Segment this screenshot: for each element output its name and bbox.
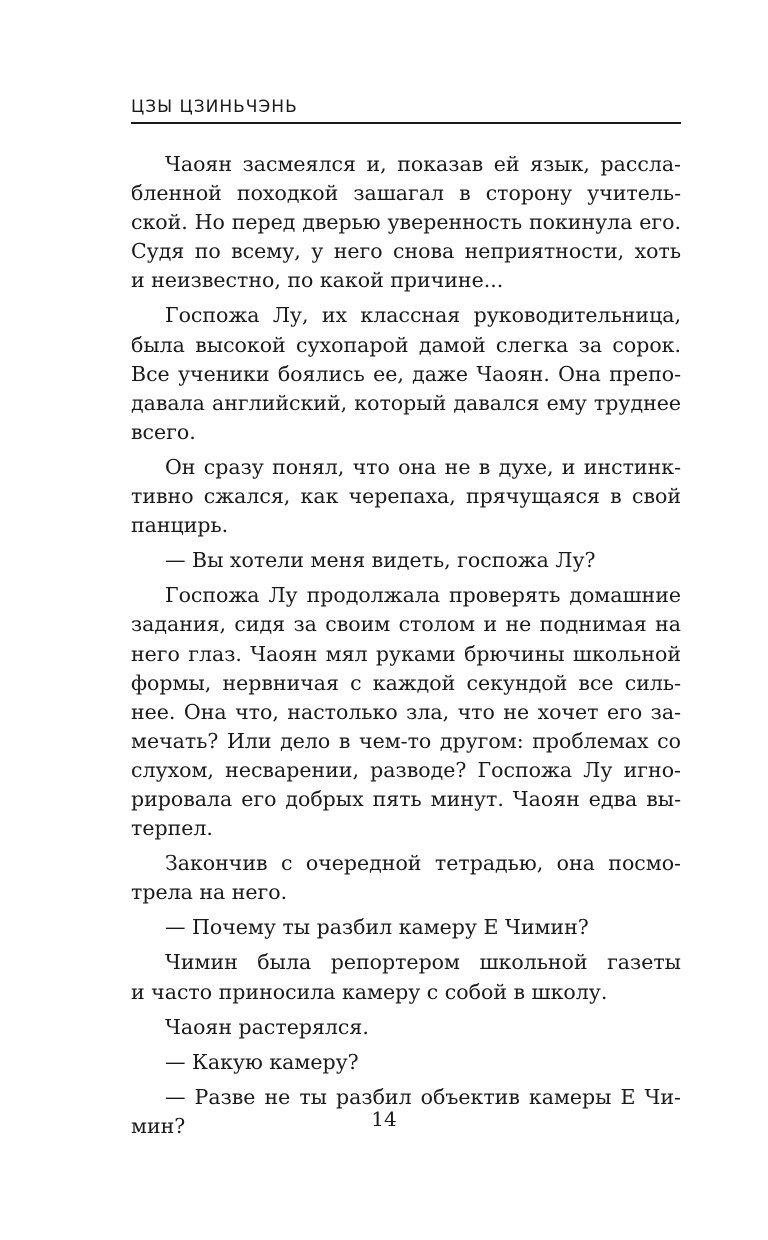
dialogue-line: — Вы хотели меня видеть, госпожа Лу? (165, 548, 596, 573)
text-line: Он сразу понял, что она не в духе, и инстинк- (165, 454, 681, 479)
page-body (131, 150, 681, 1141)
text-line: Чаоян засмеялся и, показав ей язык, рассла- (165, 152, 681, 176)
text-line: него глаз. Чаоян мял руками брючины школьной (131, 641, 681, 666)
text-line: давала английский, который давался ему труднее (131, 390, 681, 415)
text-line: Все ученики боялись ее, даже Чаоян. Она препо- (131, 361, 681, 386)
text-line: всего. (131, 419, 196, 444)
text-line: и часто приносила камеру с собой в школу. (131, 979, 608, 1004)
running-header (131, 96, 681, 124)
text-line: формы, нервничая с каждой секундой все силь- (131, 670, 681, 695)
text-line: терпел. (131, 816, 213, 841)
text-line: панцирь. (131, 513, 229, 538)
text-line: бленной походкой зашагал в сторону учитель- (131, 181, 681, 206)
dialogue-line: — Какую камеру? (165, 1049, 359, 1074)
text-line: ской. Но перед дверью уверенность покинула его. (131, 210, 681, 235)
text-line: нее. Она что, настолько зла, что не хочет его за- (131, 699, 681, 724)
page-number: 14 (371, 1107, 397, 1131)
text-line: Чаоян растерялся. (165, 1014, 369, 1039)
dialogue-line: — Разве не ты разбил объектив камеры Е Чи- (165, 1084, 681, 1109)
text-line: мечать? Или дело в чем-то другом: проблемах со (131, 728, 681, 753)
text-line: и неизвестно, по какой причине... (131, 268, 504, 293)
text-line: Судя по всему, у него снова неприятности, хоть (131, 239, 681, 264)
text-line: была высокой сухопарой дамой слегка за сорок. (131, 332, 681, 357)
text-line: Закончив с очередной тетрадью, она посмо- (165, 851, 681, 876)
dialogue-line: мин? (131, 1113, 186, 1138)
text-line: Госпожа Лу продолжала проверять домашние (165, 583, 681, 608)
text-line: Госпожа Лу, их классная руководительница, (165, 303, 681, 328)
text-line: тивно сжался, как черепаха, прячущаяся в свой (131, 484, 681, 509)
text-line: трела на него. (131, 880, 288, 905)
text-line: слухом, несварении, разводе? Госпожа Лу игно- (131, 757, 681, 782)
running-header-title: ЦЗЫ ЦЗИНЬЧЭНЬ (131, 97, 298, 117)
text-line: рировала его добрых пять минут. Чаоян едва вы- (131, 786, 681, 811)
text-line: Чимин была репортером школьной газеты (165, 950, 681, 975)
text-line: задания, сидя за своим столом и не поднимая на (131, 612, 681, 637)
dialogue-line: — Почему ты разбил камеру Е Чимин? (165, 915, 589, 940)
